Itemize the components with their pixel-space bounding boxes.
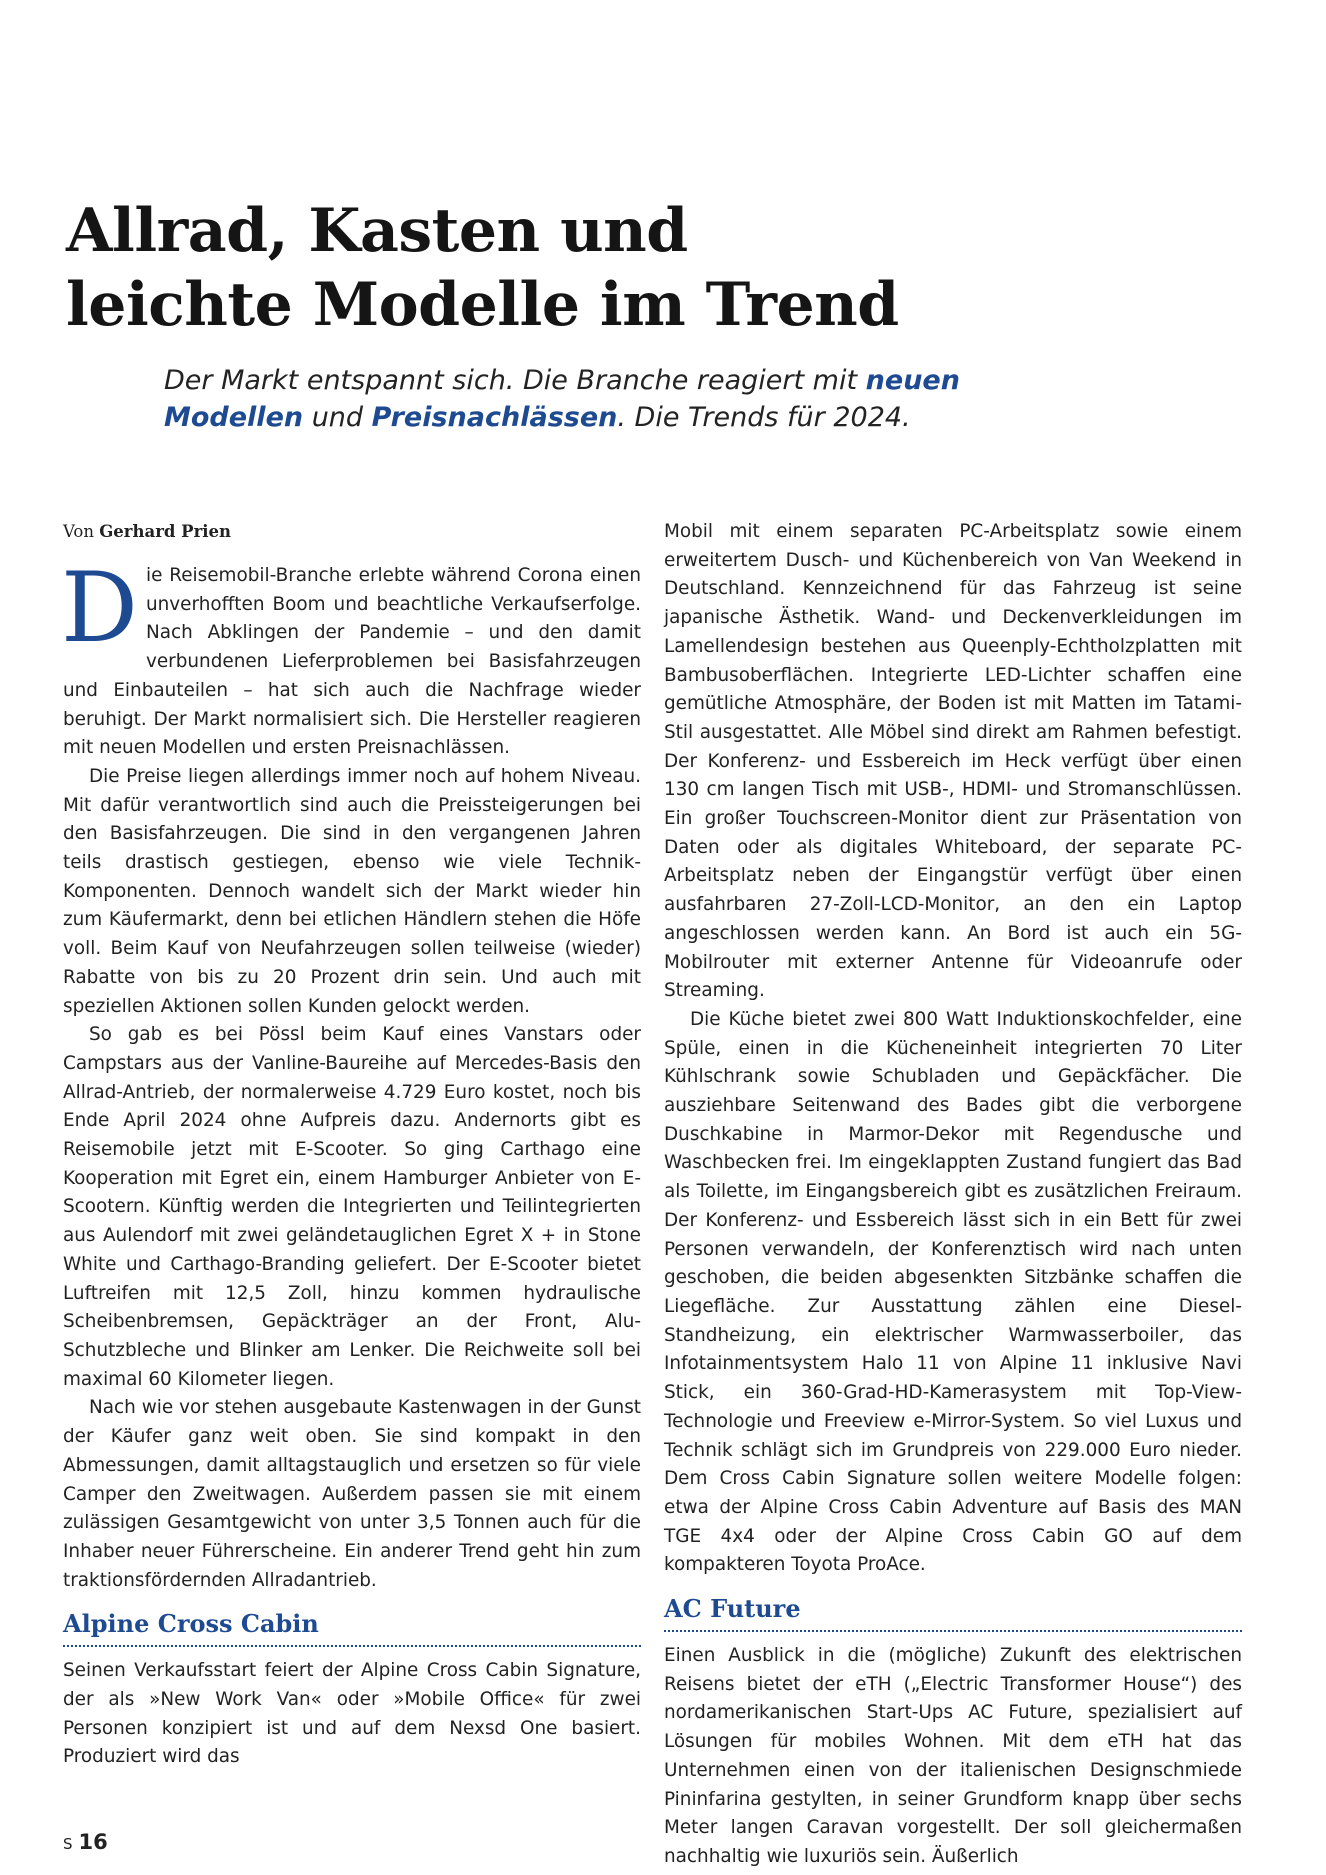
lead-text-3: . Die Trends für 2024. [617,402,911,433]
paragraph-alpine-continued: Mobil mit einem separaten PC-Arbeitsplatz sowie einem erweitertem Dusch- und Küchenbereich von Van Weekend in Deutschland. Kennzeichnend für das Fahrzeug ist seine japanische Ästhetik. Wand- und Deckenverkleidungen im Lamellendesign bestehen aus Queenply-Echtholzplatten mit Bambusoberflächen. Integrierte LED-Lichter schaffen eine gemütliche Atmosphäre, der Boden ist mit Matten im Tatami-Stil ausgestattet. Alle Möbel sind direkt am Rahmen befestigt. Der Konferenz- und Essbereich im Heck verfügt über einen 130 cm langen Tisch mit USB-, HDMI- und Stromanschlüssen. Ein großer Touchscreen-Monitor dient zur Präsentation von Daten oder als digitales Whiteboard, der separate PC-Arbeitsplatz neben der Eingangstür verfügt über einen ausfahrbaren 27-Zoll-LCD-Monitor, an den ein Laptop angeschlossen werden kann. An Bord ist auch ein 5G-Mobilrouter mit externer Antenne für Videoanrufe oder Streaming. [664,521,1242,1002]
paragraph-intro [61,552,641,763]
page-number-value: 16 [78,1830,108,1854]
page-number [63,1830,108,1854]
byline-prefix: Von [63,522,94,541]
lead-highlight-price-discounts: Preisnachlässen [371,402,618,433]
lead-text-2: und [303,402,372,433]
byline [63,518,641,546]
article-title-line-2: leichte Modelle im Trend [66,270,899,340]
drop-cap: D [61,552,138,664]
page-section-letter: S [63,1835,73,1853]
byline-author: Gerhard Prien [99,522,232,541]
section-heading-alpine-cross-cabin: Alpine Cross Cabin [63,1609,641,1647]
text-column-left [63,518,641,1772]
article-lead [164,362,1064,436]
paragraph-intro-text: ie Reisemobil-Branche erlebte während Corona einen unverhofften Boom und beachtliche Verkaufserfolge. Nach Abklingen der Pandemie – und den damit verbundenen Lieferproblemen bei Basisfahrzeugen und Einbauteilen – hat sich auch die Nachfrage wieder beruhigt. Der Markt normalisiert sich. Die Hersteller reagieren mit neuen Modellen und ersten Preisnachlässen. [63,565,641,759]
paragraph-poessl-carthago: So gab es bei Pössl beim Kauf eines Vanstars oder Campstars aus der Vanline-Baureihe auf Mercedes-Basis den Allrad-Antrieb, der normalerweise 4.729 Euro kostet, noch bis Ende April 2024 ohne Aufpreis dazu. Andernorts gibt es Reisemobile jetzt mit E-Scooter. So ging Carthago eine Kooperation mit Egret ein, einem Hamburger Anbieter von E-Scootern. Künftig werden die Integrierten und Teilintegrierten aus Aulendorf mit zwei geländetauglichen Egret X + in Stone White und Carthago-Branding geliefert. Der E-Scooter bietet Luftreifen mit 12,5 Zoll, hinzu kommen hydraulische Scheibenbremsen, Gepäckträger an der Front, Alu-Schutzbleche und Blinker am Lenker. Die Reichweite soll bei maximal 60 Kilometer liegen. [63,1024,641,1390]
paragraph-alpine-start: Seinen Verkaufsstart feiert der Alpine Cross Cabin Signature, der als »New Work Van« oder »Mobile Office« für zwei Personen konzipiert ist und auf dem Nexsd One basiert. Produziert wird das [63,1660,641,1768]
lead-highlight-new-models: neuen Modellen [164,365,960,433]
section-heading-ac-future: AC Future [664,1594,1242,1632]
text-column-right [664,518,1242,1872]
lead-text-1: Der Markt entspannt sich. Die Branche reagiert mit [164,365,866,396]
paragraph-ac-future: Einen Ausblick in die (mögliche) Zukunft des elektrischen Reisens bietet der eTH („Electric Transformer House“) des nordamerikanischen Start-Ups AC Future, spezialisiert auf Lösungen für mobiles Wohnen. Mit dem eTH hat das Unternehmen einen von der italienischen Designschmiede Pininfarina gestylten, in seiner Grundform knapp über sechs Meter langen Caravan vorgestellt. Der soll gleichermaßen nachhaltig wie luxuriös sein. Äußerlich [664,1645,1242,1867]
paragraph-kastenwagen: Nach wie vor stehen ausgebaute Kastenwagen in der Gunst der Käufer ganz weit oben. Sie sind kompakt in den Abmessungen, damit alltagstauglich und ersetzen so für viele Camper den Zweitwagen. Außerdem passen sie mit einem zulässigen Gesamtgewicht von unter 3,5 Tonnen auch für die Inhaber neuer Führerscheine. Ein anderer Trend geht hin zum traktionsfördernden Allradantrieb. [63,1397,641,1591]
article-title-line-1: Allrad, Kasten und [66,196,688,266]
paragraph-alpine-kitchen: Die Küche bietet zwei 800 Watt Induktionskochfelder, eine Spüle, einen in die Kücheneinheit integrierten 70 Liter Kühlschrank sowie Schubladen und Gepäckfächer. Die ausziehbare Seitenwand des Bades gibt die verborgene Duschkabine in Marmor-Dekor mit Regendusche und Waschbecken frei. Im eingeklappten Zustand fungiert das Bad als Toilette, im Eingangsbereich gibt es zusätzlichen Freiraum. Der Konferenz- und Essbereich lässt sich in ein Bett für zwei Personen verwandeln, der Konferenztisch wird nach unten geschoben, die beiden abgesenkten Sitzbänke schaffen die Liegefläche. Zur Ausstattung zählen eine Diesel-Standheizung, ein elektrischer Warmwasserboiler, das Infotainmentsystem Halo 11 von Alpine 11 inklusive Navi Stick, ein 360-Grad-HD-Kamerasystem mit Top-View-Technologie und Freeview e-Mirror-System. So viel Luxus und Technik schlägt sich im Grundpreis von 229.000 Euro nieder. Dem Cross Cabin Signature sollen weitere Modelle folgen: etwa der Alpine Cross Cabin Adventure auf Basis des MAN TGE 4x4 oder der Alpine Cross Cabin GO auf dem kompakteren Toyota ProAce. [664,1008,1242,1576]
article-title [66,194,899,342]
paragraph-prices: Die Preise liegen allerdings immer noch auf hohem Niveau. Mit dafür verantwortlich sind auch die Preissteigerungen bei den Basisfahrzeugen. Die sind in den vergangenen Jahren teils drastisch gestiegen, ebenso wie viele Technik-Komponenten. Dennoch wandelt sich der Markt wieder hin zum Käufermarkt, denn bei etlichen Händlern stehen die Höfe voll. Beim Kauf von Neufahrzeugen sollen teilweise (wieder) Rabatte von bis zu 20 Prozent drin sein. Und auch mit speziellen Aktionen sollen Kunden gelockt werden. [63,765,641,1017]
